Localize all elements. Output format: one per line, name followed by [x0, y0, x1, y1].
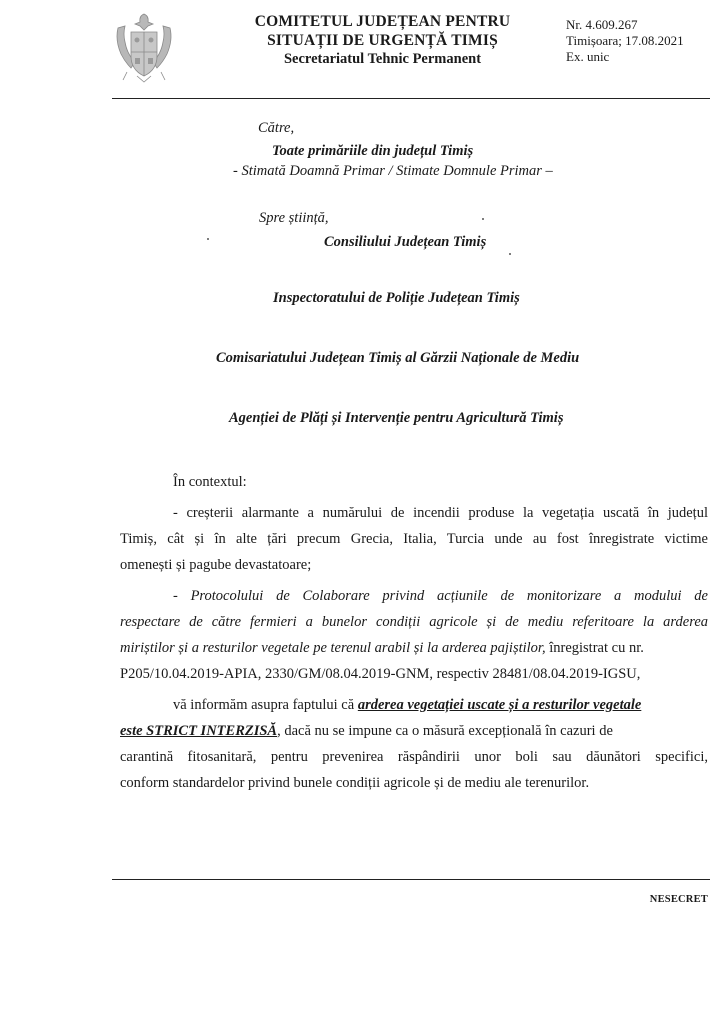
to-recipient: Toate primăriile din județul Timiș — [272, 143, 474, 159]
cc-recipient: Consiliului Județean Timiș — [324, 234, 487, 250]
place-and-date: Timișoara; 17.08.2021 — [566, 33, 684, 48]
issuer-department: Secretariatul Tehnic Permanent — [283, 51, 482, 67]
registration-numbers: P205/10.04.2019-APIA, 2330/GM/08.04.2019-GNM, respectiv 28481/08.04.2019-IGSU, — [120, 666, 641, 682]
bullet2-line1: - Protocolului de Colaborare privind acțiunile de monitorizare a modului de — [173, 588, 708, 604]
salutation: - Stimată Doamnă Primar / Stimate Domnule Primar – — [233, 163, 553, 179]
bullet2-line3 — [120, 635, 708, 661]
to-label: Către, — [258, 120, 295, 136]
bullet1-line1: - creșterii alarmante a numărului de incendii produse la vegetația uscată în județul — [173, 505, 708, 521]
inform-line4: conform standardelor privind bunele condiții agricole și de mediu ale terenurilor. — [120, 775, 590, 791]
cc-label: Spre știință, — [259, 210, 329, 226]
reference-block — [566, 17, 684, 65]
exception-clause: , dacă nu se impune ca o măsură excepțională în cazuri de — [277, 723, 613, 739]
bullet1-line2: Timiș, cât și în alte țări precum Grecia, Italia, Turcia unde au fost înregistrate victime — [120, 531, 708, 547]
intro-text: În contextul: — [173, 474, 247, 490]
scan-speck — [482, 218, 484, 220]
issuer-name-line1: COMITETUL JUDEȚEAN PENTRU — [254, 13, 511, 30]
bullet2-line2: respectare de către fermieri a bunelor condiții agricole și de mediu referitoare la arderea — [120, 614, 708, 630]
emphasis-strictly-forbidden: este STRICT INTERZISĂ — [120, 723, 278, 739]
footer-divider — [112, 879, 710, 880]
inform-line2 — [120, 718, 708, 744]
inform-line3: carantină fitosanitară, pentru prevenirea răspândirii unor boli sau dăunători specifici, — [120, 749, 708, 765]
protocol-title-end: miriștilor și a resturilor vegetale pe terenul arabil și la arderea pajiștilor, — [120, 640, 546, 656]
header-divider — [112, 98, 710, 99]
inform-lead: vă informăm asupra faptului că — [173, 697, 358, 713]
coat-of-arms-icon — [113, 10, 175, 85]
scan-speck — [207, 238, 209, 240]
inform-line1 — [173, 692, 708, 718]
bullet1-line3: omenești și pagube devastatoare; — [120, 557, 312, 573]
cc-recipient: Agenției de Plăți și Intervenție pentru Agricultură Timiș — [229, 410, 564, 426]
copy-count: Ex. unic — [566, 49, 610, 64]
emphasis-burning-ban: arderea vegetației uscate și a resturilor vegetale — [357, 697, 642, 713]
cc-recipient: Inspectoratului de Poliție Județean Timiș — [273, 290, 520, 306]
issuer-name-line2: SITUAȚII DE URGENȚĂ TIMIȘ — [267, 32, 498, 49]
reference-number: Nr. 4.609.267 — [566, 17, 638, 32]
scan-speck — [509, 253, 511, 255]
registration-lead: înregistrat cu nr. — [545, 640, 644, 656]
issuer-block — [210, 12, 555, 69]
cc-recipient: Comisariatului Județean Timiș al Gărzii Naționale de Mediu — [216, 350, 580, 366]
classification-label: NESECRET — [649, 894, 708, 905]
